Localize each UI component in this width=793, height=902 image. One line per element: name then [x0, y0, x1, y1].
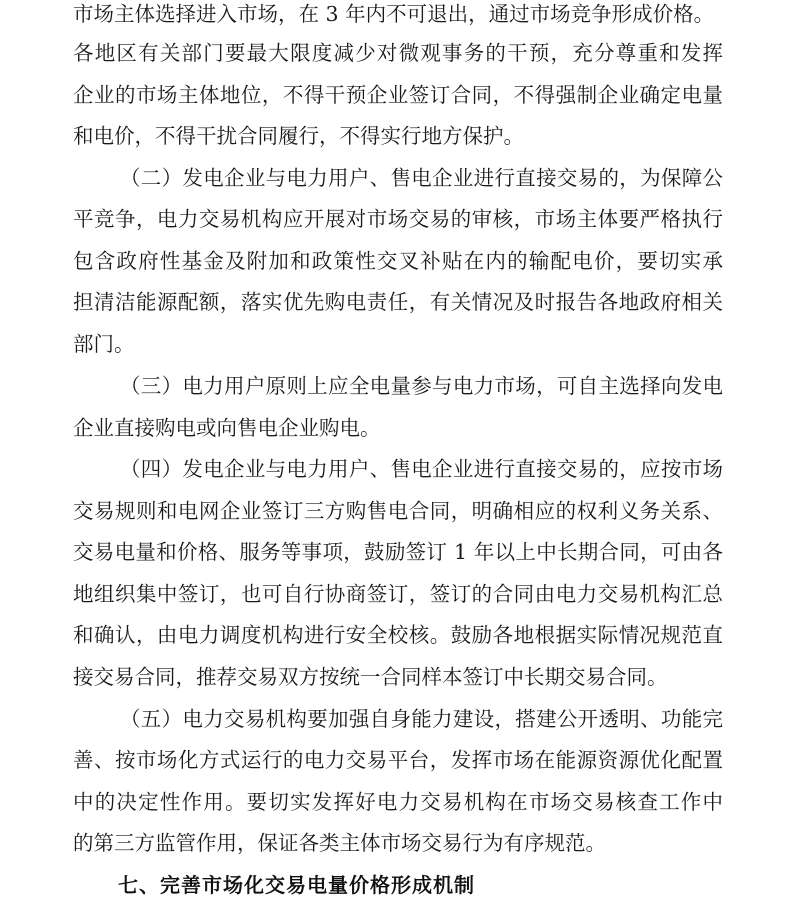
text-line: 中的决定性作用。要切实发挥好电力交易机构在市场交易核查工作中 — [73, 790, 723, 814]
text-line: 企业直接购电或向售电企业购电。 — [73, 416, 381, 440]
text-line: 接交易合同，推荐交易双方按统一合同样本签订中长期交易合同。 — [73, 665, 668, 689]
paragraph-2-start: （二）发电企业与电力用户、售电企业进行直接交易的，为保障公 — [120, 166, 723, 190]
text-line: 各地区有关部门要最大限度减少对微观事务的干预，充分尊重和发挥 — [73, 41, 723, 65]
text-line: 和电价，不得干扰合同履行，不得实行地方保护。 — [73, 124, 524, 148]
paragraph-4-start: （四）发电企业与电力用户、售电企业进行直接交易的，应按市场 — [120, 457, 723, 481]
text-line: 部门。 — [73, 332, 135, 356]
text-line: 交易电量和价格、服务等事项，鼓励签订 1 年以上中长期合同，可由各 — [73, 540, 723, 564]
text-line: 和确认，由电力调度机构进行安全校核。鼓励各地根据实际情况规范直 — [73, 623, 723, 647]
paragraph-3-start: （三）电力用户原则上应全电量参与电力市场，可自主选择向发电 — [120, 374, 723, 398]
text-line: 善、按市场化方式运行的电力交易平台，发挥市场在能源资源优化配置 — [73, 748, 723, 772]
paragraph-5-start: （五）电力交易机构要加强自身能力建设，搭建公开透明、功能完 — [120, 707, 723, 731]
text-line: 企业的市场主体地位，不得干预企业签订合同，不得强制企业确定电量 — [73, 83, 723, 107]
text-line: 包含政府性基金及附加和政策性交叉补贴在内的输配电价，要切实承 — [73, 249, 723, 273]
text-line: 平竞争，电力交易机构应开展对市场交易的审核，市场主体要严格执行 — [73, 207, 723, 231]
text-line: 地组织集中签订，也可自行协商签订，签订的合同由电力交易机构汇总 — [73, 582, 723, 606]
section-heading: 七、完善市场化交易电量价格形成机制 — [118, 873, 475, 897]
text-line: 交易规则和电网企业签订三方购售电合同，明确相应的权利义务关系、 — [73, 499, 723, 523]
text-line: 的第三方监管作用，保证各类主体市场交易行为有序规范。 — [73, 831, 606, 855]
text-line: 市场主体选择进入市场，在 3 年内不可退出，通过市场竞争形成价格。 — [73, 2, 715, 26]
text-line: 担清洁能源配额，落实优先购电责任，有关情况及时报告各地政府相关 — [73, 290, 723, 314]
